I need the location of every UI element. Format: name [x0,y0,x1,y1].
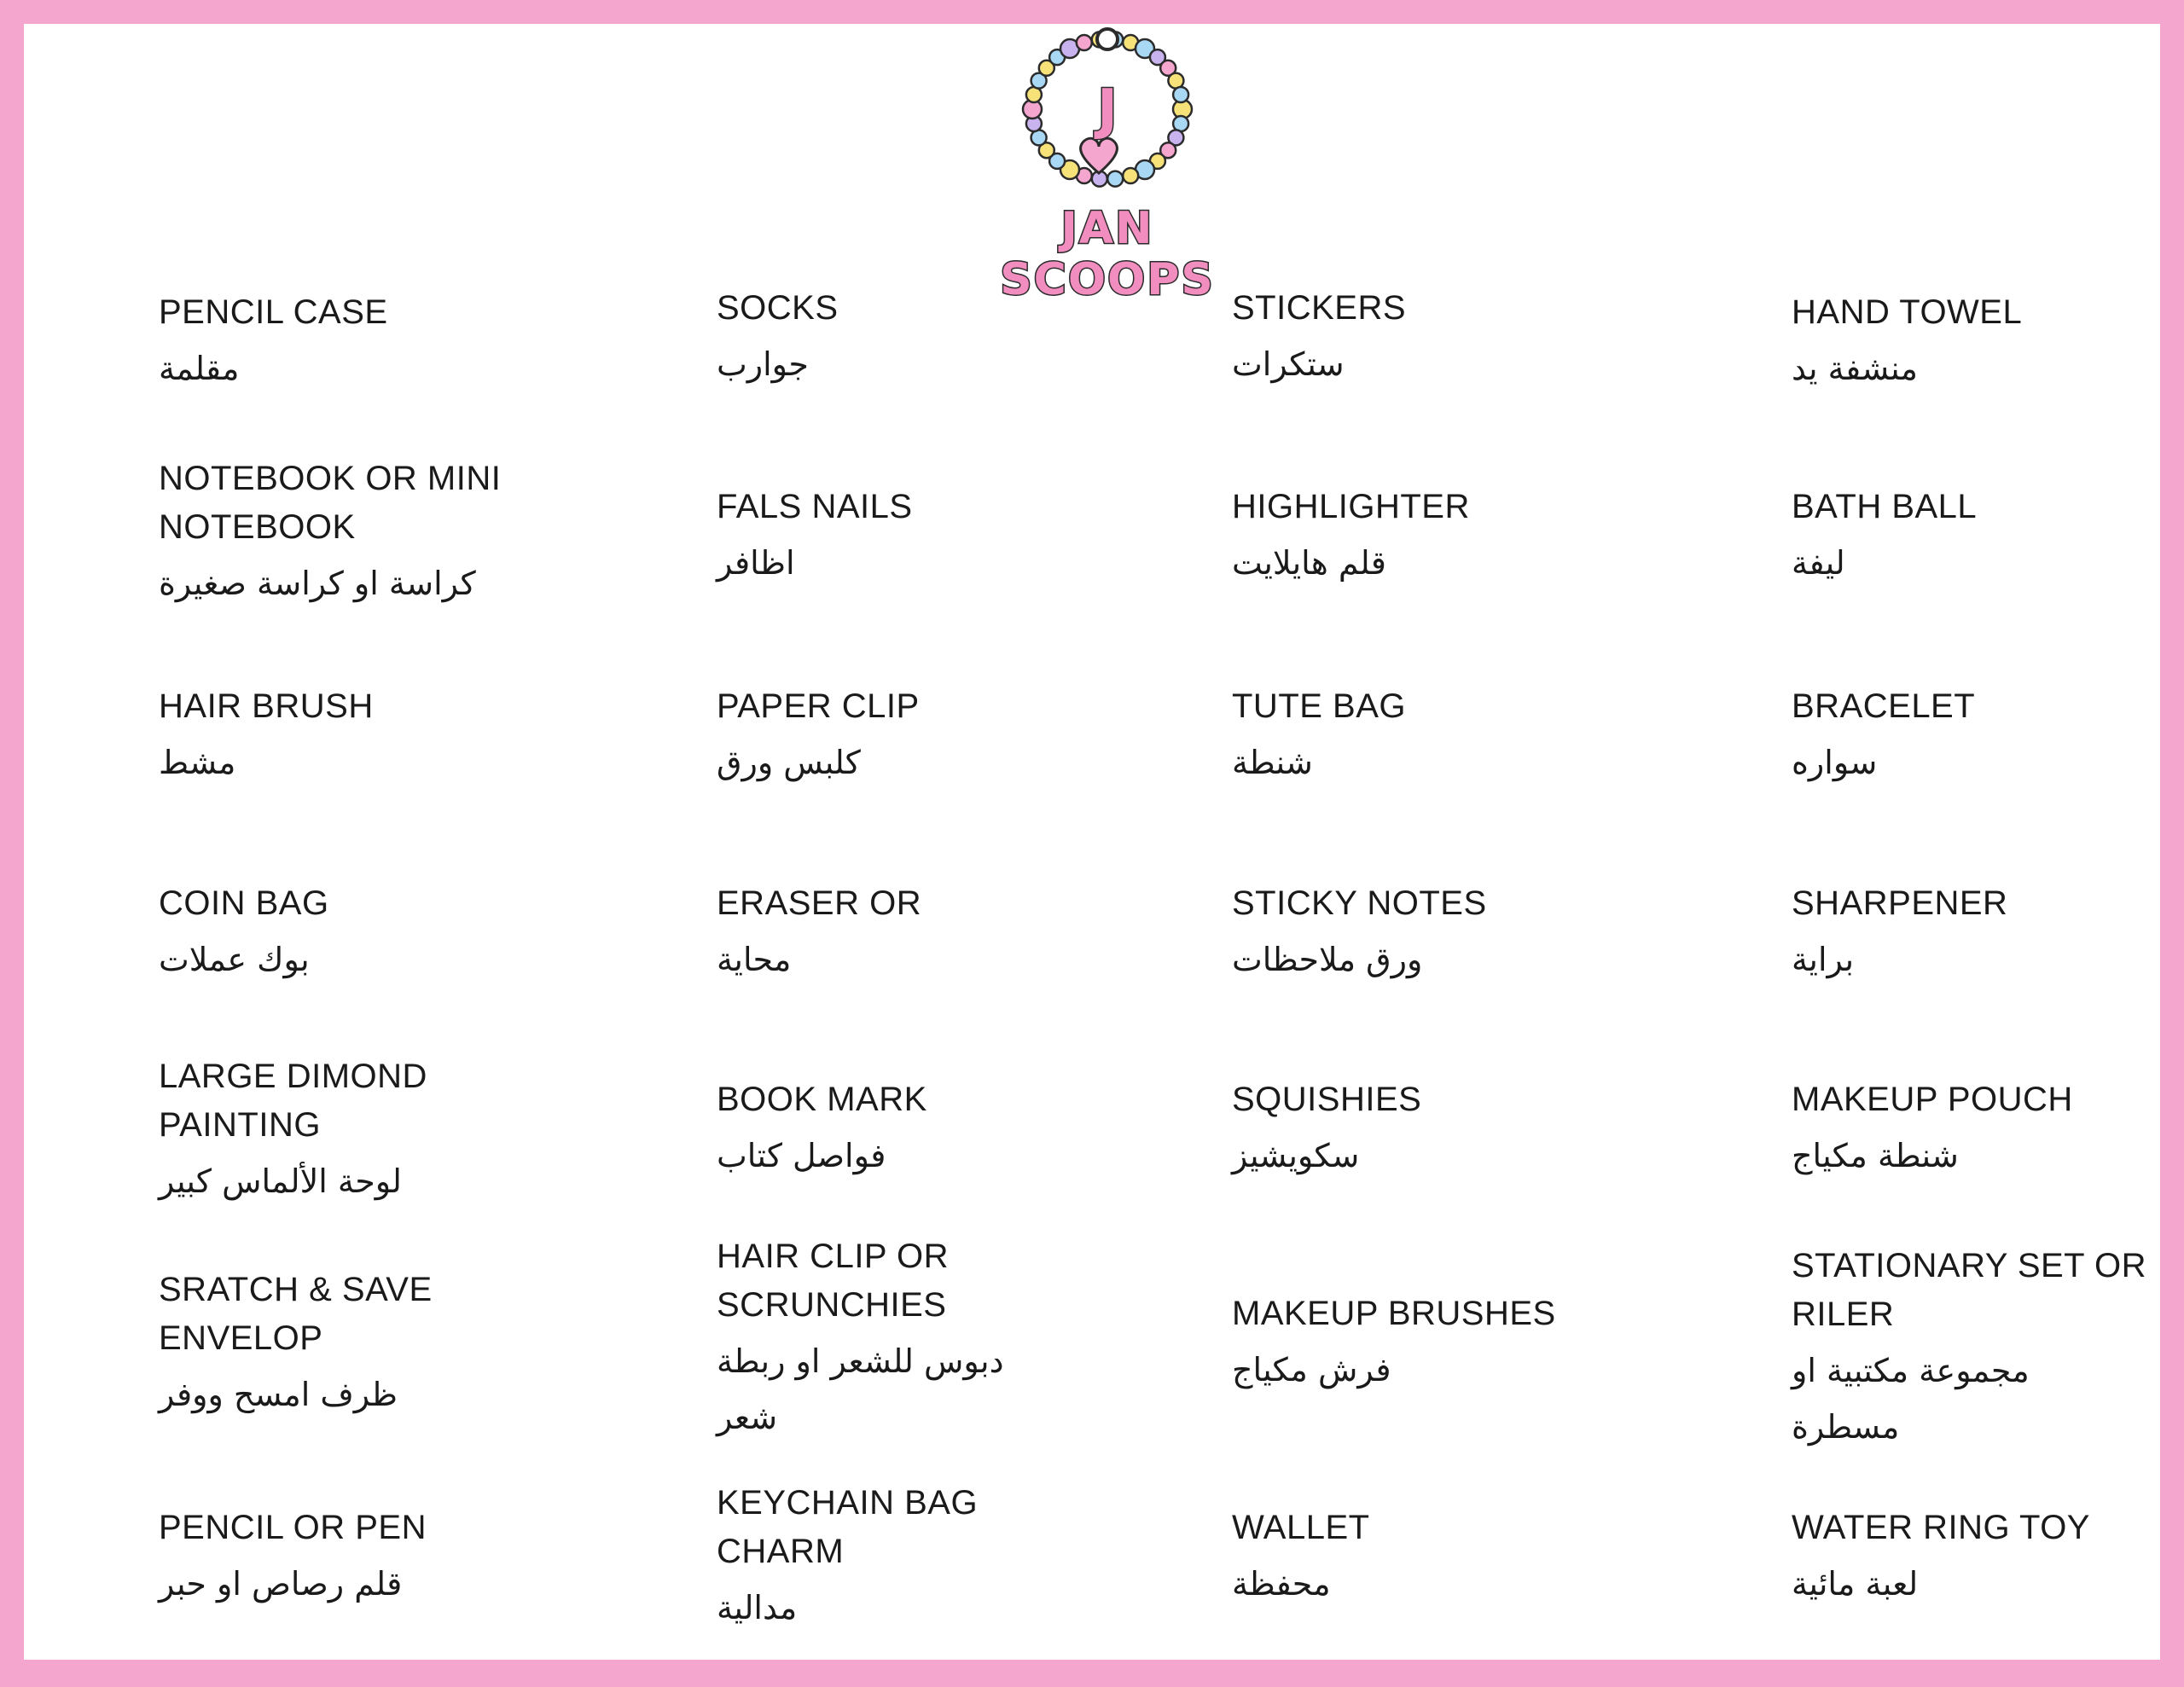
list-item [1792,1075,2073,1184]
item-english: TUTE BAG [1232,687,1407,725]
item-arabic: لعبة مائية [1792,1565,1919,1603]
item-arabic: بوك عملات [159,941,310,978]
list-item [1792,483,1977,591]
list-item [717,1232,1004,1446]
item-english: STATIONARY SET OR RILER [1792,1247,2146,1333]
list-item [1232,483,1470,591]
item-english: WATER RING TOY [1792,1509,2090,1546]
item-english: SRATCH & SAVE ENVELOP [159,1271,433,1357]
bead [1077,35,1092,50]
item-arabic: مقلمة [159,350,240,387]
list-item [159,1052,427,1209]
item-english: HAND TOWEL [1792,293,2023,331]
list-item [717,284,839,392]
item-english: SHARPENER [1792,884,2008,922]
list-item [1792,288,2022,397]
item-english: WALLET [1232,1509,1370,1546]
item-arabic: لوحة الألماس كبير [159,1162,402,1200]
bead [1107,171,1123,187]
item-arabic: شنطة مكياج [1792,1137,1959,1174]
bead [1123,168,1138,183]
item-english: HIGHLIGHTER [1232,488,1470,525]
item-arabic: ليفة [1792,544,1845,582]
item-english: PAPER CLIP [717,687,920,725]
item-english: HAIR BRUSH [159,687,374,725]
checklist-page [24,24,2160,1660]
item-english: SQUISHIES [1232,1081,1422,1118]
item-arabic: قلم رصاص او حبر [159,1565,403,1603]
item-english: SOCKS [717,289,839,327]
list-item [159,455,501,612]
list-item [1792,1504,2090,1612]
item-arabic: ورق ملاحظات [1232,941,1423,978]
item-english: MAKEUP BRUSHES [1232,1295,1556,1332]
list-item [159,879,329,988]
list-item [1232,1504,1370,1612]
item-english: LARGE DIMOND PAINTING [159,1058,427,1144]
list-item [159,1266,433,1423]
item-english: NOTEBOOK OR MINI NOTEBOOK [159,460,502,546]
list-item [1232,1075,1421,1184]
bead-bracelet-heart-icon [971,24,1244,203]
list-item [717,682,920,791]
logo-letter: J [1097,78,1118,142]
item-arabic: منشفة يد [1792,350,1918,387]
list-item [159,1504,427,1612]
list-item [1232,879,1487,988]
item-arabic: شنطة [1232,744,1313,781]
item-arabic: مشط [159,744,236,781]
list-item [717,879,921,988]
item-english: BOOK MARK [717,1081,927,1118]
item-arabic: فواصل كتاب [717,1137,886,1174]
list-item [159,288,388,397]
item-arabic: ظرف امسح ووفر [159,1376,398,1413]
item-arabic: سواره [1792,744,1878,781]
item-english: HAIR CLIP OR SCRUNCHIES [717,1238,949,1324]
list-item [1792,879,2007,988]
item-arabic: مدالية [717,1589,798,1626]
item-arabic: جوارب [717,345,809,383]
item-arabic: براية [1792,941,1855,978]
item-arabic: دبوس للشعر او ربطة شعر [717,1342,1004,1436]
list-item [717,483,913,591]
item-arabic: قلم هايلايت [1232,544,1386,582]
item-english: STICKY NOTES [1232,884,1487,922]
bead [1173,87,1188,102]
item-arabic: فرش مكياج [1232,1351,1391,1388]
item-arabic: كلبس ورق [717,744,861,781]
item-english: STICKERS [1232,289,1407,327]
list-item [1232,284,1406,392]
item-english: FALS NAILS [717,488,913,525]
item-english: KEYCHAIN BAG CHARM [717,1484,979,1570]
brand-name: JAN SCOOPS [1000,203,1215,305]
list-item [717,1075,927,1184]
list-item [1792,1242,2146,1455]
item-arabic: مجموعة مكتبية او مسطرة [1792,1352,2030,1446]
item-english: ERASER OR [717,884,922,922]
item-english: MAKEUP POUCH [1792,1081,2073,1118]
item-arabic: محاية [717,941,792,978]
item-english: BRACELET [1792,687,1976,725]
list-item [1232,682,1406,791]
item-arabic: محفظة [1232,1565,1331,1603]
list-item [1792,682,1975,791]
item-arabic: سكويشيز [1232,1137,1360,1174]
clasp-ring [1097,29,1118,49]
item-english: COIN BAG [159,884,329,922]
item-arabic: ستكرات [1232,345,1345,383]
item-english: PENCIL CASE [159,293,388,331]
list-item [717,1479,978,1636]
item-english: BATH BALL [1792,488,1978,525]
list-item [159,682,374,791]
item-arabic: اظافر [717,544,795,582]
jan-scoops-logo [971,24,1244,305]
list-item [1232,1290,1556,1398]
item-arabic: كراسة او كراسة صغيرة [159,565,476,602]
item-english: PENCIL OR PEN [159,1509,427,1546]
